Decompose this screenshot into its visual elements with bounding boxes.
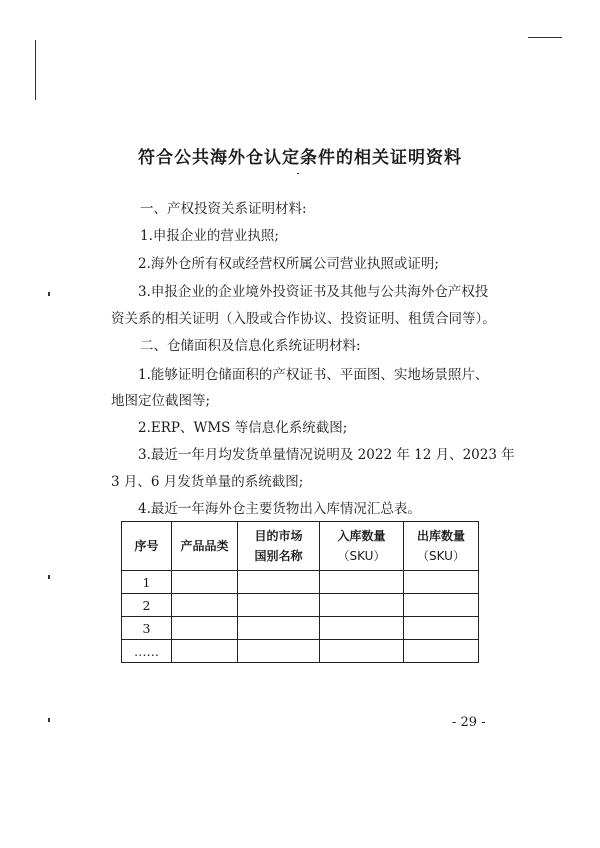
cell-empty: [404, 571, 479, 594]
item-2-2: 2.ERP、WMS 等信息化系统截图;: [138, 420, 348, 436]
cell-empty: [320, 594, 404, 617]
cell-empty: [172, 594, 238, 617]
cell-empty: [404, 594, 479, 617]
header-no: 序号: [122, 522, 172, 571]
item-2-1-continued: 地图定位截图等;: [111, 393, 211, 409]
table-row: [122, 617, 479, 640]
cell-empty: [404, 640, 479, 663]
header-category: 产品品类: [172, 522, 238, 571]
scan-artifact-top-right: [528, 37, 562, 38]
item-1-3: 3.申报企业的企业境外投资证书及其他与公共海外仓产权投: [138, 284, 489, 300]
table-row: [122, 571, 479, 594]
scan-artifact-dot-3: [48, 718, 50, 722]
cell-empty: [320, 640, 404, 663]
cell-empty: [320, 617, 404, 640]
page-number: - 29 -: [452, 715, 486, 730]
cell-empty: [238, 617, 320, 640]
row-number: 3: [122, 617, 172, 640]
cell-empty: [172, 571, 238, 594]
section-1-heading: 一、产权投资关系证明材料:: [140, 201, 307, 217]
item-1-3-continued: 资关系的相关证明（入股或合作协议、投资证明、租赁合同等）。: [111, 311, 496, 327]
document-title: 符合公共海外仓认定条件的相关证明资料: [138, 148, 462, 168]
item-2-3-continued: 3 月、6 月发货单量的系统截图;: [111, 474, 304, 490]
header-inbound: 入库数量 （SKU）: [320, 522, 404, 571]
table-row: [122, 640, 479, 663]
scan-artifact-dot-4: [297, 173, 299, 174]
row-number: 2: [122, 594, 172, 617]
cell-empty: [320, 571, 404, 594]
item-2-4: 4.最近一年海外仓主要货物出入库情况汇总表。: [138, 501, 421, 517]
cell-empty: [238, 571, 320, 594]
cell-empty: [172, 640, 238, 663]
cell-empty: [238, 640, 320, 663]
header-outbound: 出库数量 （SKU）: [404, 522, 479, 571]
item-2-3: 3.最近一年月均发货单量情况说明及 2022 年 12 月、2023 年: [138, 447, 515, 463]
item-2-1: 1.能够证明仓储面积的产权证书、平面图、实地场景照片、: [138, 367, 489, 383]
scan-artifact-dot-2: [48, 575, 50, 579]
table-row: [122, 594, 479, 617]
warehouse-summary-table: [121, 521, 479, 663]
row-number: ……: [122, 640, 172, 663]
scan-artifact-left-line: [35, 40, 36, 100]
cell-empty: [172, 617, 238, 640]
cell-empty: [238, 594, 320, 617]
item-1-2: 2.海外仓所有权或经营权所属公司营业执照或证明;: [138, 256, 439, 272]
section-2-heading: 二、仓储面积及信息化系统证明材料:: [140, 338, 361, 354]
item-1-1: 1.申报企业的营业执照;: [140, 228, 279, 244]
cell-empty: [404, 617, 479, 640]
header-market: 目的市场 国别名称: [238, 522, 320, 571]
scan-artifact-dot-1: [48, 292, 50, 296]
table-header-row: [122, 522, 479, 571]
row-number: 1: [122, 571, 172, 594]
